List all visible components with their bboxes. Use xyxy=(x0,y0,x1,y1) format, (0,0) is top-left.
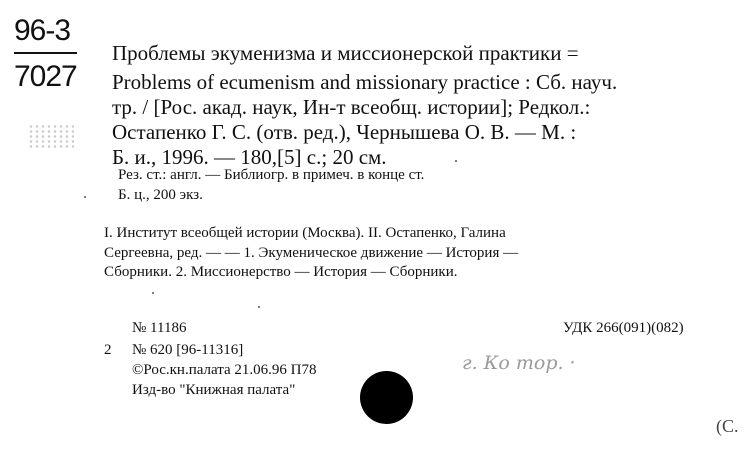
speck xyxy=(84,196,86,198)
copies-count: 2 xyxy=(104,342,112,358)
handwritten-note: г. Ко тор. · xyxy=(462,352,576,374)
speck xyxy=(455,160,457,162)
note-line-2: Б. ц., 200 экз. xyxy=(118,187,203,203)
corner-mark: (С. xyxy=(716,416,739,436)
speck xyxy=(258,306,260,308)
entry-line-4: Остапенко Г. С. (отв. ред.), Чернышева О. В. — М. : xyxy=(112,120,577,144)
ink-smudge xyxy=(28,124,74,150)
subject-line-3: Сборники. 2. Миссионерство — История — Сборники. xyxy=(104,264,458,280)
subject-line-2: Сергеевна, ред. — — 1. Экуменическое движение — История — xyxy=(104,245,519,261)
book-chamber-line: ©Рос.кн.палата 21.06.96 П78 xyxy=(132,362,317,378)
entry-line-5: Б. и., 1996. — 180,[5] с.; 20 см. xyxy=(112,145,387,169)
entry-line-3: тр. / [Рос. акад. наук, Ин-т всеобщ. истории]; Редкол.: xyxy=(112,95,591,119)
subject-line-1: I. Институт всеобщей истории (Москва). II. Остапенко, Галина xyxy=(104,225,506,241)
shelf-mark-top: 96-3 xyxy=(14,14,77,54)
entry-line-2: Problems of ecumenism and missionary practice : Сб. науч. xyxy=(112,70,618,94)
card-number: № 11186 xyxy=(132,320,187,336)
shelf-mark xyxy=(14,14,77,94)
ink-blot xyxy=(360,371,413,424)
udc-code: УДК 266(091)(082) xyxy=(563,320,684,336)
speck xyxy=(152,292,154,294)
publisher-line: Изд-во "Книжная палата" xyxy=(132,382,296,398)
entry-line-1: Проблемы экуменизма и миссионерской практики = xyxy=(112,41,579,65)
card-number-2: № 620 [96-11316] xyxy=(132,342,244,358)
shelf-mark-bottom: 7027 xyxy=(14,60,77,93)
note-line-1: Рез. ст.: англ. — Библиогр. в примеч. в конце ст. xyxy=(118,167,425,183)
